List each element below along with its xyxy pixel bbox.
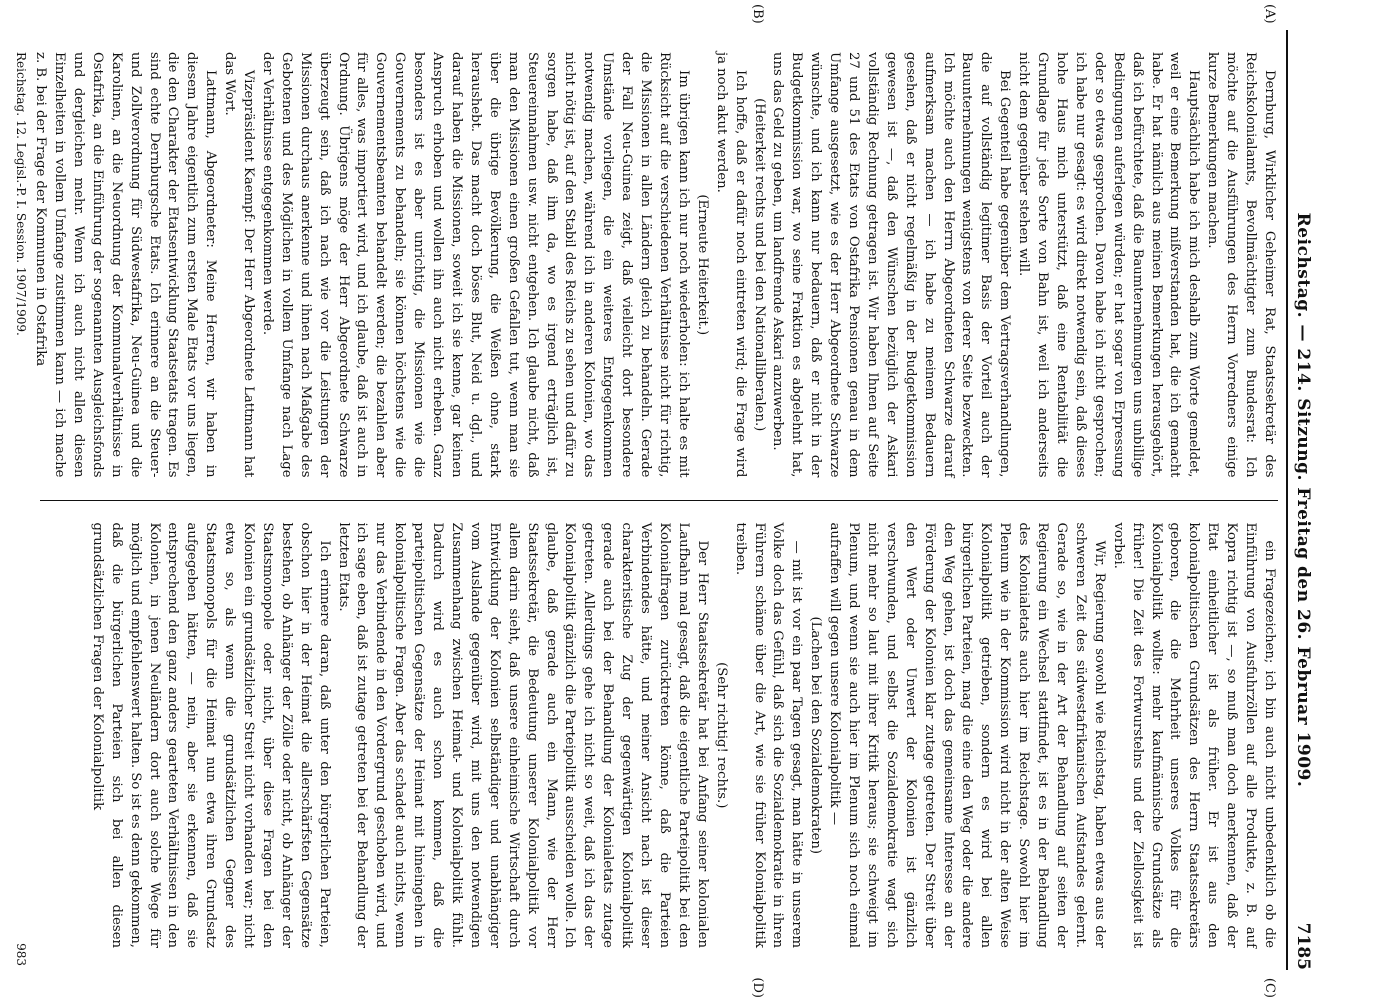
left-column [14, 4, 1278, 500]
paragraph: Ich erinnere daran, daß unter den bürgerlichen Parteien, obschon hier in der Heimat die allerschärfsten Gegensätze bestehen, ob Anhänger der Zölle oder nicht, ob Anhänger der Staatsmonopole oder nicht, über diese Fragen bei den Kolonien ein grundsätzlicher Streit nicht vorhanden war; nicht etwa so, als wenn die grundsätzlichen Gegner des Staatsmonopols für die Heimat nun etwa ihren Grundsatz aufgegeben hätten, — nein, aber sie erkennen, daß sie entsprechend den ganz anders gearteten Verhältnissen in den Kolonien, in jenen Neuländern dort auch solche Wege für möglich und empfehlenswert halten. So ist es denn gekommen, daß die bürgerlichen Parteien sich bei allen diesen grundsätzlichen Fragen der Kolonialpolitik [89, 522, 332, 948]
column-footer: Reichstag. 12. Legisl.-P. I. Session. 1907/1909. [14, 52, 29, 336]
paragraph: Bei Gegenteil habe gegenüber dem Vertragsverhandlungen, die auf vollständig legitimer Basis der Vorteil auch der Bauunternehmungen wenigstens von derer Seite bezweckten. Ich möchte auch den Herrn Abgeordneten Schwarze darauf aufmerksam machen — ich habe zu meinem Bedauern gesehen, daß er nicht regelmäßig in der Budgetkommission gewesen ist —, daß den Wünschen bezüglich der Askari vollständig Rechnung getragen ist. Wir haben Ihnen auf Seite 27 und 51 des Etats von Ostafrika Pensionen genau in dem Umfange ausgesetzt, wie es der Herr Abgeordnete Schwarze wünschte, und ich kann nur bedauern, daß er nicht in der Budgetkommission war, wo seine Fraktion es abgelehnt hat, uns das Geld zu geben, um landfremde Askari anzuwerben. [770, 52, 1013, 478]
interjection: (Sehr richtig! rechts.) [713, 662, 729, 809]
interjection: (Lachen bei den Sozialdemokraten) [808, 616, 824, 855]
paragraph: Im übrigen kann ich nur noch wiederholen: ich halte es mit Rücksicht auf die verschiedenen Verhältnisse nicht für richtig, die Missionen in allen Ländern gleich zu behandeln. Gerade der Fall Neu-Guinea zeigt, daß vielleicht dort besondere Umstände vorliegen, die ein weiteres Entgegenkommen notwendig machen, während ich in anderen Kolonien, wo das nicht nötig ist, auf den Stabil des Reichs zu sehen und dafür zu sorgen habe, daß ihm da, wo es irgend erträglich ist, Steuereinnahmen usw. nicht entgehen. Ich glaube nicht, daß man den Missionen einen großen Gefallen tut, wenn man sie über die übrige Bevölkerung, die Weißen ohne, stark heraushebt. Das macht doch böses Blut, Neid u. dgl., und darauf haben die Missionen, soweit ich sie kenne, gar keinen Anspruch erhoben und wollen ihn auch nicht erheben. Ganz besonders ist es aber unrichtig, die Missionen wie die Gouvernements zu behandeln; sie können höchstens wie die Gouvernementsbeamten behandelt werden; die bezahlen aber für alles, was importiert wird, und ich glaube, daß ist auch in Ordnung. Übrigens möge der Herr Abgeordnete Schwarze überzeugt sein, daß ich nach wie vor die Leistungen der Missionen durchaus anerkenne und ihnen nach Maßgabe des Gebotenen und des Möglichen in vollem Umfange nach Lage der Verhältnisse entgegenkommen werde. [259, 52, 691, 478]
header-title: Reichstag. — 214. Sitzung. Freitag den 26. Februar 1909. [1293, 212, 1313, 788]
right-column [40, 500, 1278, 998]
page-header [1286, 30, 1318, 970]
paragraph: — mit ist vor ein paar Tagen gesagt, man hätte in unserem Volke doch das Gefühl, daß sich die Sozialdemokratie in ihren Führern schäme über die Art, wie sie früher Kolonialpolitik treiben. [732, 522, 805, 948]
page-bottom-number: 983 [14, 943, 28, 966]
paragraph: Der Herr Staatssekretär hat bei Anfang seiner kolonialen Laufbahn mal gesagt, daß die eigentliche Parteipolitik bei den Kolonialfragen zurücktreten könne, daß die Parteien Verbindendes hätte, und meiner Ansicht nach ist dieser charakteristische Zug der gegenwärtigen Kolonialpolitik gerade auch bei der Behandlung der Kolonialetats zutage getreten. Allerdings gehe ich nicht so weit, daß ich das der Kolonialpolitik gänzlich die Parteipolitik ausscheiden wolle. Ich glaube, daß gerade auch ein Mann, wie der Herr Staatssekretär, die Bedeutung unserer Kolonialpolitik vor allem darin sieht, daß unsere einheimische Wirtschaft durch Entwicklung der Kolonien selbständiger und unabhängiger vom Auslande gegenüber wird, mit uns den notwendigen Zusammenhang zwischen Heimat- und Kolonialpolitik fühlt. Dadurch wird es auch schon kommen, daß die parteipolitischen Gegensätze der Heimat mit hineingehen in kolonialpolitische Fragen. Aber das schadet auch nichts, wenn nur das Verbindende in den Vordergrund geschoben wird, und ich sage eben, daß ist zutage getreten bei der Behandlung der letzten Etats. [335, 522, 710, 948]
marker-d: (D) [750, 977, 765, 998]
paragraph: Lattmann, Abgeordneter: Meine Herren, wir haben in diesem Jahre eigentlich zum ersten Male Etats vor uns liegen, die den Charakter der Etatsentwicklung Staatsetats tragen. Es sind echte Dernburgsche Etats. Ich erinnere an die Steuer- und Zollverordnung für Südwestafrika, Neu-Guinea und die Karolinen, an die Neuordnung der Kommunalverhältnisse in Ostafrika, an die Einführung der sogenannten Ausgleichsfonds und dergleichen mehr. Wenn ich auch nicht allen diesen Einzelheiten in vollem Umfange zustimmen kann — ich mache z. B. bei der Frage der Kommunen in Ostafrika [33, 52, 219, 478]
paragraph: Wir, Regierung sowohl wie Reichstag, haben etwas aus der schweren Zeit des südwestafrikanischen Aufstandes gelernt. Gerade so, wie in der Art der Behandlung auf seiten der Regierung ein Wechsel stattfindet, ist es in der Behandlung des Kolonialetats auch hier im Reichstage. Sowohl hier im Plenum wie in der Kommission wird nicht in der alten Weise Kolonialpolitik getrieben, sondern es wird bei allen bürgerlichen Parteien, mag die eine den Weg oder die andere den Weg gehen, ist doch das gemeinsame Interesse an der Förderung der Kolonien klar zutage getreten. Der Streit über den Wert oder Unwert der Kolonien ist gänzlich verschwunden, und selbst die Sozialdemokratie wagt sich nicht mehr so laut mit ihrer Kritik heraus; sie schweigt im Plenum, und wenn sie auch hier im Plenum sich noch einmal aufraffen will gegen unsere Kolonialpolitik — [827, 522, 1107, 948]
paragraph: Ich hoffe, daß er dafür noch eintreten wird; die Frage wird ja noch akut werden. [713, 52, 748, 478]
marker-c: (C) [1262, 977, 1277, 998]
paragraph: ein Fragezeichen; ich bin auch nicht unbedenklich ob die Einführung von Ausfuhrzöllen auf alle Produkte, z. B. auf Kopra richtig ist —, so muß man doch anerkennen, daß der Etat einheitlicher ist als früher. Er ist aus den kolonialpolitischen Grundsätzen des Herrn Staatssekretärs geboren, die die Mehrheit unseres Volkes für die Kolonialpolitik wollte: mehr kaufmännische Grundsätze als früher! Die Zeit des Fortwurstelns und der Ziellosigkeit ist vorbei. [1110, 522, 1277, 948]
marker-a: (A) [1262, 4, 1277, 24]
paragraph: Dernburg, Wirklicher Geheimer Rat, Staatssekretär des Reichskolonialamts, Bevollmächtigter zum Bundesrat: Ich möchte auf die Ausführungen des Herrn Vorredners einige kurze Bemerkungen machen. [1205, 52, 1277, 478]
header-page-number: 7185 [1293, 922, 1313, 970]
interjection: (Erneute Heiterkeit.) [694, 194, 710, 336]
paragraph: Hauptsächlich habe ich mich deshalb zum Worte gemeldet, weil er eine Bemerkung mißverstanden hat, die ich gemacht habe. Er hat nämlich aus meinen Bemerkungen herausgehört, daß ich befürchtete, daß die Baumternehmungen uns unbillige Bedingungen auferlegen würden; er hat sogar von Erpressung oder so etwas gesprochen. Davon habe ich nicht gesprochen; ich habe nur gesagt: es wird direkt notwendig sein, daß dieses hohe Haus mich unterstützt, daß eine Rentabilität die Grundlage für jede Sorte von Bahn ist, weil ich anderseits nicht dem gegenüber stehen will. [1016, 52, 1202, 478]
interjection: (Heiterkeit rechts und bei den Nationalliberalen.) [751, 98, 767, 432]
marker-b: (B) [750, 4, 765, 24]
paragraph: Vizepräsident Kaempf: Der Herr Abgeordnete Lattmann hat das Wort. [222, 52, 257, 478]
